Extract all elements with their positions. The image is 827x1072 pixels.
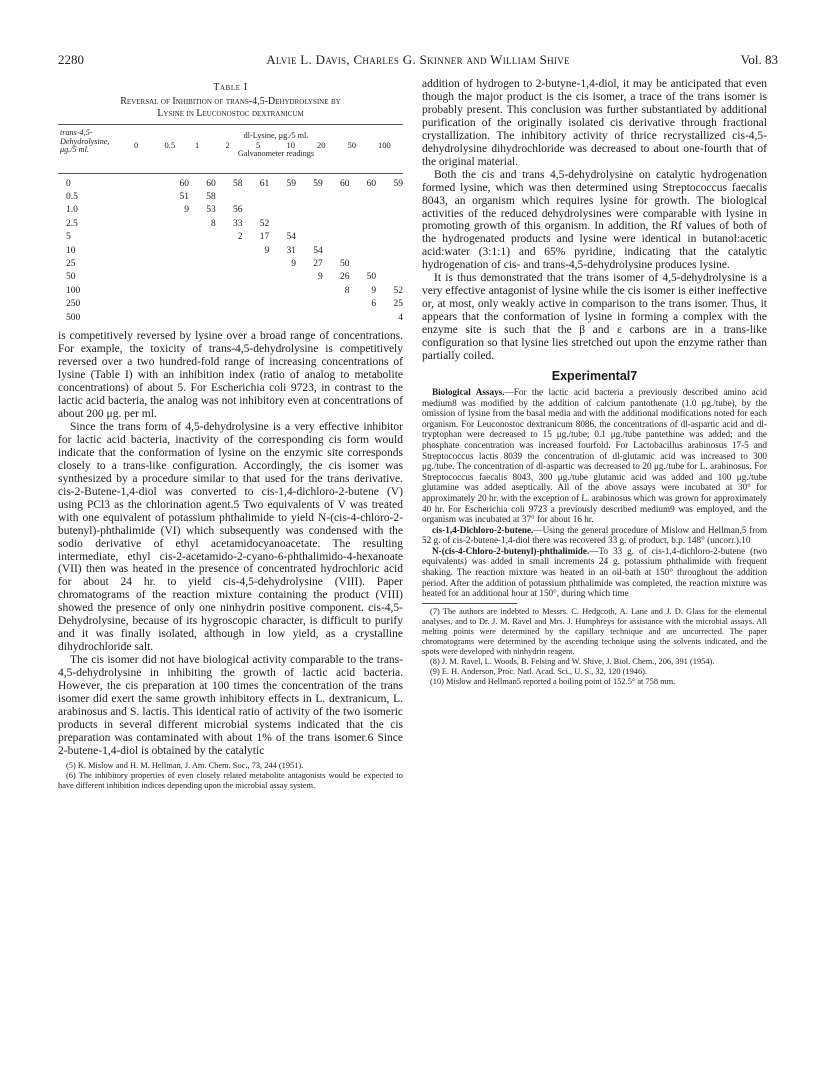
table-column-header: 0 xyxy=(134,140,139,150)
table-cell: 54 xyxy=(313,245,323,256)
table-cell xyxy=(323,231,350,244)
table-cell xyxy=(376,231,403,244)
table-column-header: 0.5 xyxy=(164,140,176,150)
table-cell: 52 xyxy=(393,285,403,296)
table-cell xyxy=(323,217,350,230)
table-cell xyxy=(243,271,270,284)
table-cell xyxy=(243,204,270,217)
table-row xyxy=(58,284,403,297)
table-cell: 9 xyxy=(371,285,377,296)
table-column-header: 20 xyxy=(317,140,326,150)
table-row-label: 5 xyxy=(66,232,71,243)
table-cell: 59 xyxy=(313,178,323,189)
table-cell xyxy=(349,231,376,244)
table-stub-header: trans-4,5-Dehydrolysine, μg./5 ml. xyxy=(60,128,110,154)
experimental-heading: Experimental7 xyxy=(551,368,638,383)
footnote-rule xyxy=(422,603,517,604)
table-row-label: 10 xyxy=(66,245,76,256)
table-cell xyxy=(189,298,216,311)
table-row-label: 50 xyxy=(66,272,76,283)
table-cell: 60 xyxy=(206,178,216,189)
table-row-label: 25 xyxy=(66,259,76,270)
running-header xyxy=(58,52,778,70)
table-cell xyxy=(216,271,243,284)
table-cell xyxy=(296,190,323,203)
table-cell: 31 xyxy=(286,245,296,256)
table-cell: 9 xyxy=(291,259,296,270)
table-cell: 54 xyxy=(286,232,296,243)
table-cell: 60 xyxy=(366,178,377,189)
table-cell xyxy=(216,190,243,203)
table-row xyxy=(58,271,403,284)
table-row xyxy=(58,217,403,230)
table-row xyxy=(58,204,403,217)
table-cell xyxy=(349,217,376,230)
table-cell xyxy=(189,231,216,244)
table-cell xyxy=(269,204,296,217)
table-cell xyxy=(296,231,323,244)
table-cell: 4 xyxy=(398,312,403,323)
table-cell xyxy=(349,257,376,270)
left-paragraph-2: Since the trans form of 4,5-dehydrolysine is a very effective inhibitor for lactic acid bacteria, inactivity of the corresponding cis form would indicate that the conformation of lysine on the enzymic site corresponds closely to a trans-like configuration. Accordingly, the cis isomer was synthesized by a procedure similar to that used for the trans derivative. cis-2-Butene-1,4-diol was converted to cis-1,4-dichloro-2-butene (V) using PCl3 as the chlorination agent.5 Two equivalents of V was treated with one equivalent of potassium phthalimide to yield N-(cis-4-chloro-2-butenyl)-phthalimide (VI) which subsequently was condensed with the sodio derivative of ethyl acetamidocyanoacetate. The resulting intermediate, ethyl cis-2-acetamido-2-cyano-6-phthalimido-4-hexanoate (VII) then was heated in the presence of concentrated hydrochloric acid for about 24 hr. to yield cis-4,5-dehydrolysine (VIII). Paper chromatograms of the reaction mixture containing the product (VIII) showed the presence of only one ninhydrin positive component. cis-4,5-Dehydrolysine, because of its hygroscopic character, is difficult to purify and it was finally isolated, although in low yield, as a crystalline dihydrochloride salt. xyxy=(58,420,403,654)
bio-assays-text: —For the lactic acid bacteria a previously described amino acid medium8 was modified by the addition of calcium pantothenate (1.0 μg./tube), by the omission of lysine from the basal media and with the additional modifications noted for each organism. For Leuconostoc dextranicum 8086, the concentrations of dl-aspartic acid and dl-tryptophan were decreased to 15 μg./tube; 0.1 μg./tube pantethine was added; and the phosphate concentration was increased fourfold. For Lactobacillus arabinosus 17-5 and Streptococcus lactis 8039 the concentration of dl-glutamic acid was increased to 300 μg./tube. The concentration of dl-aspartic was decreased to 20 μg./tube for L. arabinosus. For Streptococcus faecalis 8043, 300 μg./tube glutamic acid was added and 100 μg./tube glutamine was added aseptically. All of the above assays were incubated at 30° for approximately 20 hr. with the exception of L. arabinosus which was grown for approximately 40 hr. For Escherichia coli 9723 a previously described medium9 was employed, and the organism was incubated at 37° for about 16 hr. xyxy=(422,386,767,525)
table-cell: 58 xyxy=(233,178,243,189)
table-column-span-header: dl-Lysine, μg./5 ml. xyxy=(243,131,309,140)
left-paragraph-3: The cis isomer did not have biological activity comparable to the trans-4,5-dehydrolysine in inhibiting the growth of lactic acid bacteria. However, the cis preparation at 100 times the concentration of the trans isomer did exert the same growth inhibitory effects in L. dextranicum, L. arabinosus and S. lactis. This identical ratio of activity of the two isomeric products in several different microbial systems indicated that the cis preparation was contaminated with about 1% of the trans isomer.6 Since 2-butene-1,4-diol is obtained by the catalytic xyxy=(58,654,403,757)
footnote-6: (6) The inhibitory properties of even closely related metabolite antagonists would be expected to have different inhibition indices depending upon the microbial assay system. xyxy=(58,770,403,790)
table-cell: 59 xyxy=(286,178,296,189)
table-cell: 25 xyxy=(393,299,403,310)
table-cell xyxy=(162,298,189,311)
table-row xyxy=(58,298,403,311)
author-line: Alvie L. Davis, Charles G. Skinner and William Shive xyxy=(266,52,570,67)
phthalimide-text: —To 33 g. of cis-1,4-dichloro-2-butene (two equivalents) was added in small increments 24 g. potassium phthalimide with frequent shaking. The reaction mixture was heated in an oil-bath at 150° throughout the addition period. After the addition of potassium phthalimide was completed, the reaction mixture was heated for an additional hour at 150°, during which time xyxy=(422,545,767,599)
table-cell xyxy=(376,257,403,270)
table-column-header: 10 xyxy=(286,140,295,150)
dichlorobutene-text: —Using the general procedure of Mislow and Hellman,5 from 52 g. of cis-2-butene-1,4-diol there was recovered 33 g. of product, b.p. 148° (uncorr.).10 xyxy=(422,524,767,546)
table-cell: 6 xyxy=(371,299,377,310)
table-cell xyxy=(162,244,189,257)
table-cell xyxy=(296,217,323,230)
table-row-label: 100 xyxy=(66,285,81,296)
table-cell xyxy=(269,298,296,311)
table-column-header: 5 xyxy=(256,140,261,150)
table-cell xyxy=(189,271,216,284)
table-cell xyxy=(162,284,189,297)
table-row-label: 250 xyxy=(66,299,81,310)
table-row-label: 2.5 xyxy=(66,218,78,229)
table-cell: 9 xyxy=(264,245,270,256)
table-row-label: 500 xyxy=(66,312,81,323)
table-row-label: 0 xyxy=(66,178,71,189)
table-cell xyxy=(162,311,189,324)
table-cell: 9 xyxy=(184,205,190,216)
table-cell xyxy=(376,204,403,217)
table-cell: 8 xyxy=(211,218,216,229)
table-cell xyxy=(323,244,350,257)
table-cell xyxy=(243,257,270,270)
table-cell: 56 xyxy=(233,205,243,216)
table-cell: 52 xyxy=(259,218,270,229)
table-cell xyxy=(323,311,350,324)
left-paragraph-1: is competitively reversed by lysine over a broad range of concentrations. For example, the toxicity of trans-4,5-dehydrolysine is competitively reversed over a two hundred-fold range of increasing concentrations of lysine (Table I) with an inhibition index (ratio of analog to metabolite concentrations) of about 5. For Escherichia coli 9723, in contrast to the lactic acid bacteria, the analog was not inhibitory even at concentrations of about 200 μg. per ml. xyxy=(58,330,403,421)
table-cell xyxy=(243,190,270,203)
table-row-label: 1.0 xyxy=(66,205,78,216)
table-row xyxy=(58,190,403,203)
table-cell xyxy=(376,271,403,284)
table-column-header: 50 xyxy=(347,140,356,150)
phthalimide-label: N-(cis-4-Chloro-2-butenyl)-phthalimide. xyxy=(432,545,590,556)
table-row xyxy=(58,231,403,244)
table-cell xyxy=(162,231,189,244)
table-column-header: 100 xyxy=(378,140,391,150)
table-column-header: 2 xyxy=(225,140,230,150)
table-cell xyxy=(216,284,243,297)
table-cell xyxy=(349,190,376,203)
right-paragraph-2: Both the cis and trans 4,5-dehydrolysine on catalytic hydrogenation formed lysine, which was then determined using Streptococcus faecalis 8043, an organism which requires lysine for growth. The biological activities of the reduced dehydrolysines were comparable with lysine in promoting growth of this organism. In addition, the Rf values of both of the hydrogenated products and lysine were identical in butanol:acetic acid:water (3:1:1) and 65% pyridine, indicating that the catalytic hydrogenation of cis- and trans-4,5-dehydrolysine produces lysine. xyxy=(422,168,767,272)
page-number: 2280 xyxy=(58,52,84,67)
table-cell: 59 xyxy=(393,178,403,189)
table-cell: 60 xyxy=(179,178,190,189)
table-header xyxy=(58,124,403,173)
table-title: Table I xyxy=(213,82,248,93)
footnote-7: (7) The authors are indebted to Messrs. C. Hedgcoth, A. Lane and J. D. Glass for the elemental analyses, and to Dr. J. M. Ravel and Mrs. J. Humphreys for assistance with the microbial assays. All melting points were determined by the capillary technique and are uncorrected. The paper chromatograms were determined by the ascending technique using the solvents indicated, and the spots were developed with ninhydrin reagent. xyxy=(422,606,767,656)
table-cell xyxy=(323,204,350,217)
table-cell xyxy=(216,311,243,324)
left-column xyxy=(58,78,403,791)
table-cell xyxy=(162,217,189,230)
table-cell xyxy=(162,257,189,270)
table-cell: 50 xyxy=(366,272,377,283)
table-cell xyxy=(296,311,323,324)
table-cell: 27 xyxy=(313,259,323,270)
right-paragraph-3: It is thus demonstrated that the trans isomer of 4,5-dehydrolysine is a very effective antagonist of lysine while the cis isomer is either ineffective or, at most, only weakly active in comparison to the trans isomer. Thus, it appears that the conformation of lysine in forming a complex with the enzyme site is such that the β and ε carbons are in a trans-like configuration so that lysine lies stretched out upon the enzyme rather than partially coiled. xyxy=(422,272,767,363)
table-caption-line1: Reversal of Inhibition of trans-4,5-Dehydrolysine by xyxy=(120,96,341,107)
table-cell xyxy=(189,244,216,257)
dichlorobutene-label: cis-1,4-Dichloro-2-butene. xyxy=(432,524,534,535)
right-paragraph-1: addition of hydrogen to 2-butyne-1,4-diol, it may be anticipated that even though the major product is the cis isomer, a trace of the trans isomer is probably present. This conclusion was further substantiated by additional purification of the originally isolated cis derivative through fractional crystallization. The inhibitory activity of thrice recrystallized cis-4,5-dehydrolysine dihydrochloride was decreased to about one-fourth that of the original material. xyxy=(422,78,767,168)
volume-label: Vol. 83 xyxy=(740,52,778,67)
table-cell xyxy=(243,298,270,311)
table-cell: 9 xyxy=(317,272,323,283)
table-galvanometer-label: Galvanometer readings xyxy=(237,149,315,158)
table-cell: 2 xyxy=(237,232,243,243)
table-cell xyxy=(349,204,376,217)
table-cell xyxy=(349,244,376,257)
footnote-8: (8) J. M. Ravel, L. Woods, B. Felsing and W. Shive, J. Biol. Chem., 206, 391 (1954). xyxy=(430,656,715,666)
table-cell xyxy=(216,298,243,311)
right-column xyxy=(422,78,767,687)
table-cell xyxy=(296,284,323,297)
table-cell: 8 xyxy=(344,285,350,296)
table-row xyxy=(58,257,403,270)
table-cell: 51 xyxy=(179,192,190,203)
table-cell: 50 xyxy=(339,259,350,270)
table-cell xyxy=(269,190,296,203)
table-cell xyxy=(269,284,296,297)
table-cell: 60 xyxy=(339,178,350,189)
table-cell: 58 xyxy=(206,192,216,203)
table-cell xyxy=(189,257,216,270)
footnote-10: (10) Mislow and Hellman5 reported a boiling point of 152.5° at 758 mm. xyxy=(430,676,676,686)
table-cell xyxy=(189,284,216,297)
table-cell: 26 xyxy=(339,272,350,283)
table-cell xyxy=(376,244,403,257)
table-cell xyxy=(189,311,216,324)
inhibition-table xyxy=(58,177,403,324)
table-cell: 53 xyxy=(206,205,216,216)
table-cell xyxy=(216,257,243,270)
table-cell: 61 xyxy=(259,178,270,189)
table-caption-line2: Lysine in Leuconostoc dextranicum xyxy=(157,108,304,119)
table-cell xyxy=(323,190,350,203)
table-row xyxy=(58,177,403,190)
table-cell xyxy=(216,244,243,257)
table-cell xyxy=(376,190,403,203)
table-cell xyxy=(323,298,350,311)
table-cell xyxy=(269,311,296,324)
table-cell xyxy=(269,217,296,230)
table-row xyxy=(58,311,403,324)
table-cell xyxy=(296,298,323,311)
bio-assays-label: Biological Assays. xyxy=(432,386,505,397)
footnote-5: (5) K. Mislow and H. M. Hellman, J. Am. Chem. Soc., 73, 244 (1951). xyxy=(66,760,304,770)
table-cell xyxy=(376,217,403,230)
table-cell xyxy=(243,311,270,324)
table-cell xyxy=(243,284,270,297)
table-cell: 17 xyxy=(259,232,270,243)
table-row xyxy=(58,244,403,257)
table-cell xyxy=(269,271,296,284)
footnote-9: (9) E. H. Anderson, Proc. Natl. Acad. Sci., U. S., 32, 120 (1946). xyxy=(430,666,648,676)
table-cell xyxy=(162,271,189,284)
table-column-header: 1 xyxy=(195,140,200,150)
table-row-label: 0.5 xyxy=(66,192,78,203)
table-cell: 33 xyxy=(233,218,243,229)
table-cell xyxy=(349,311,376,324)
table-cell xyxy=(296,204,323,217)
